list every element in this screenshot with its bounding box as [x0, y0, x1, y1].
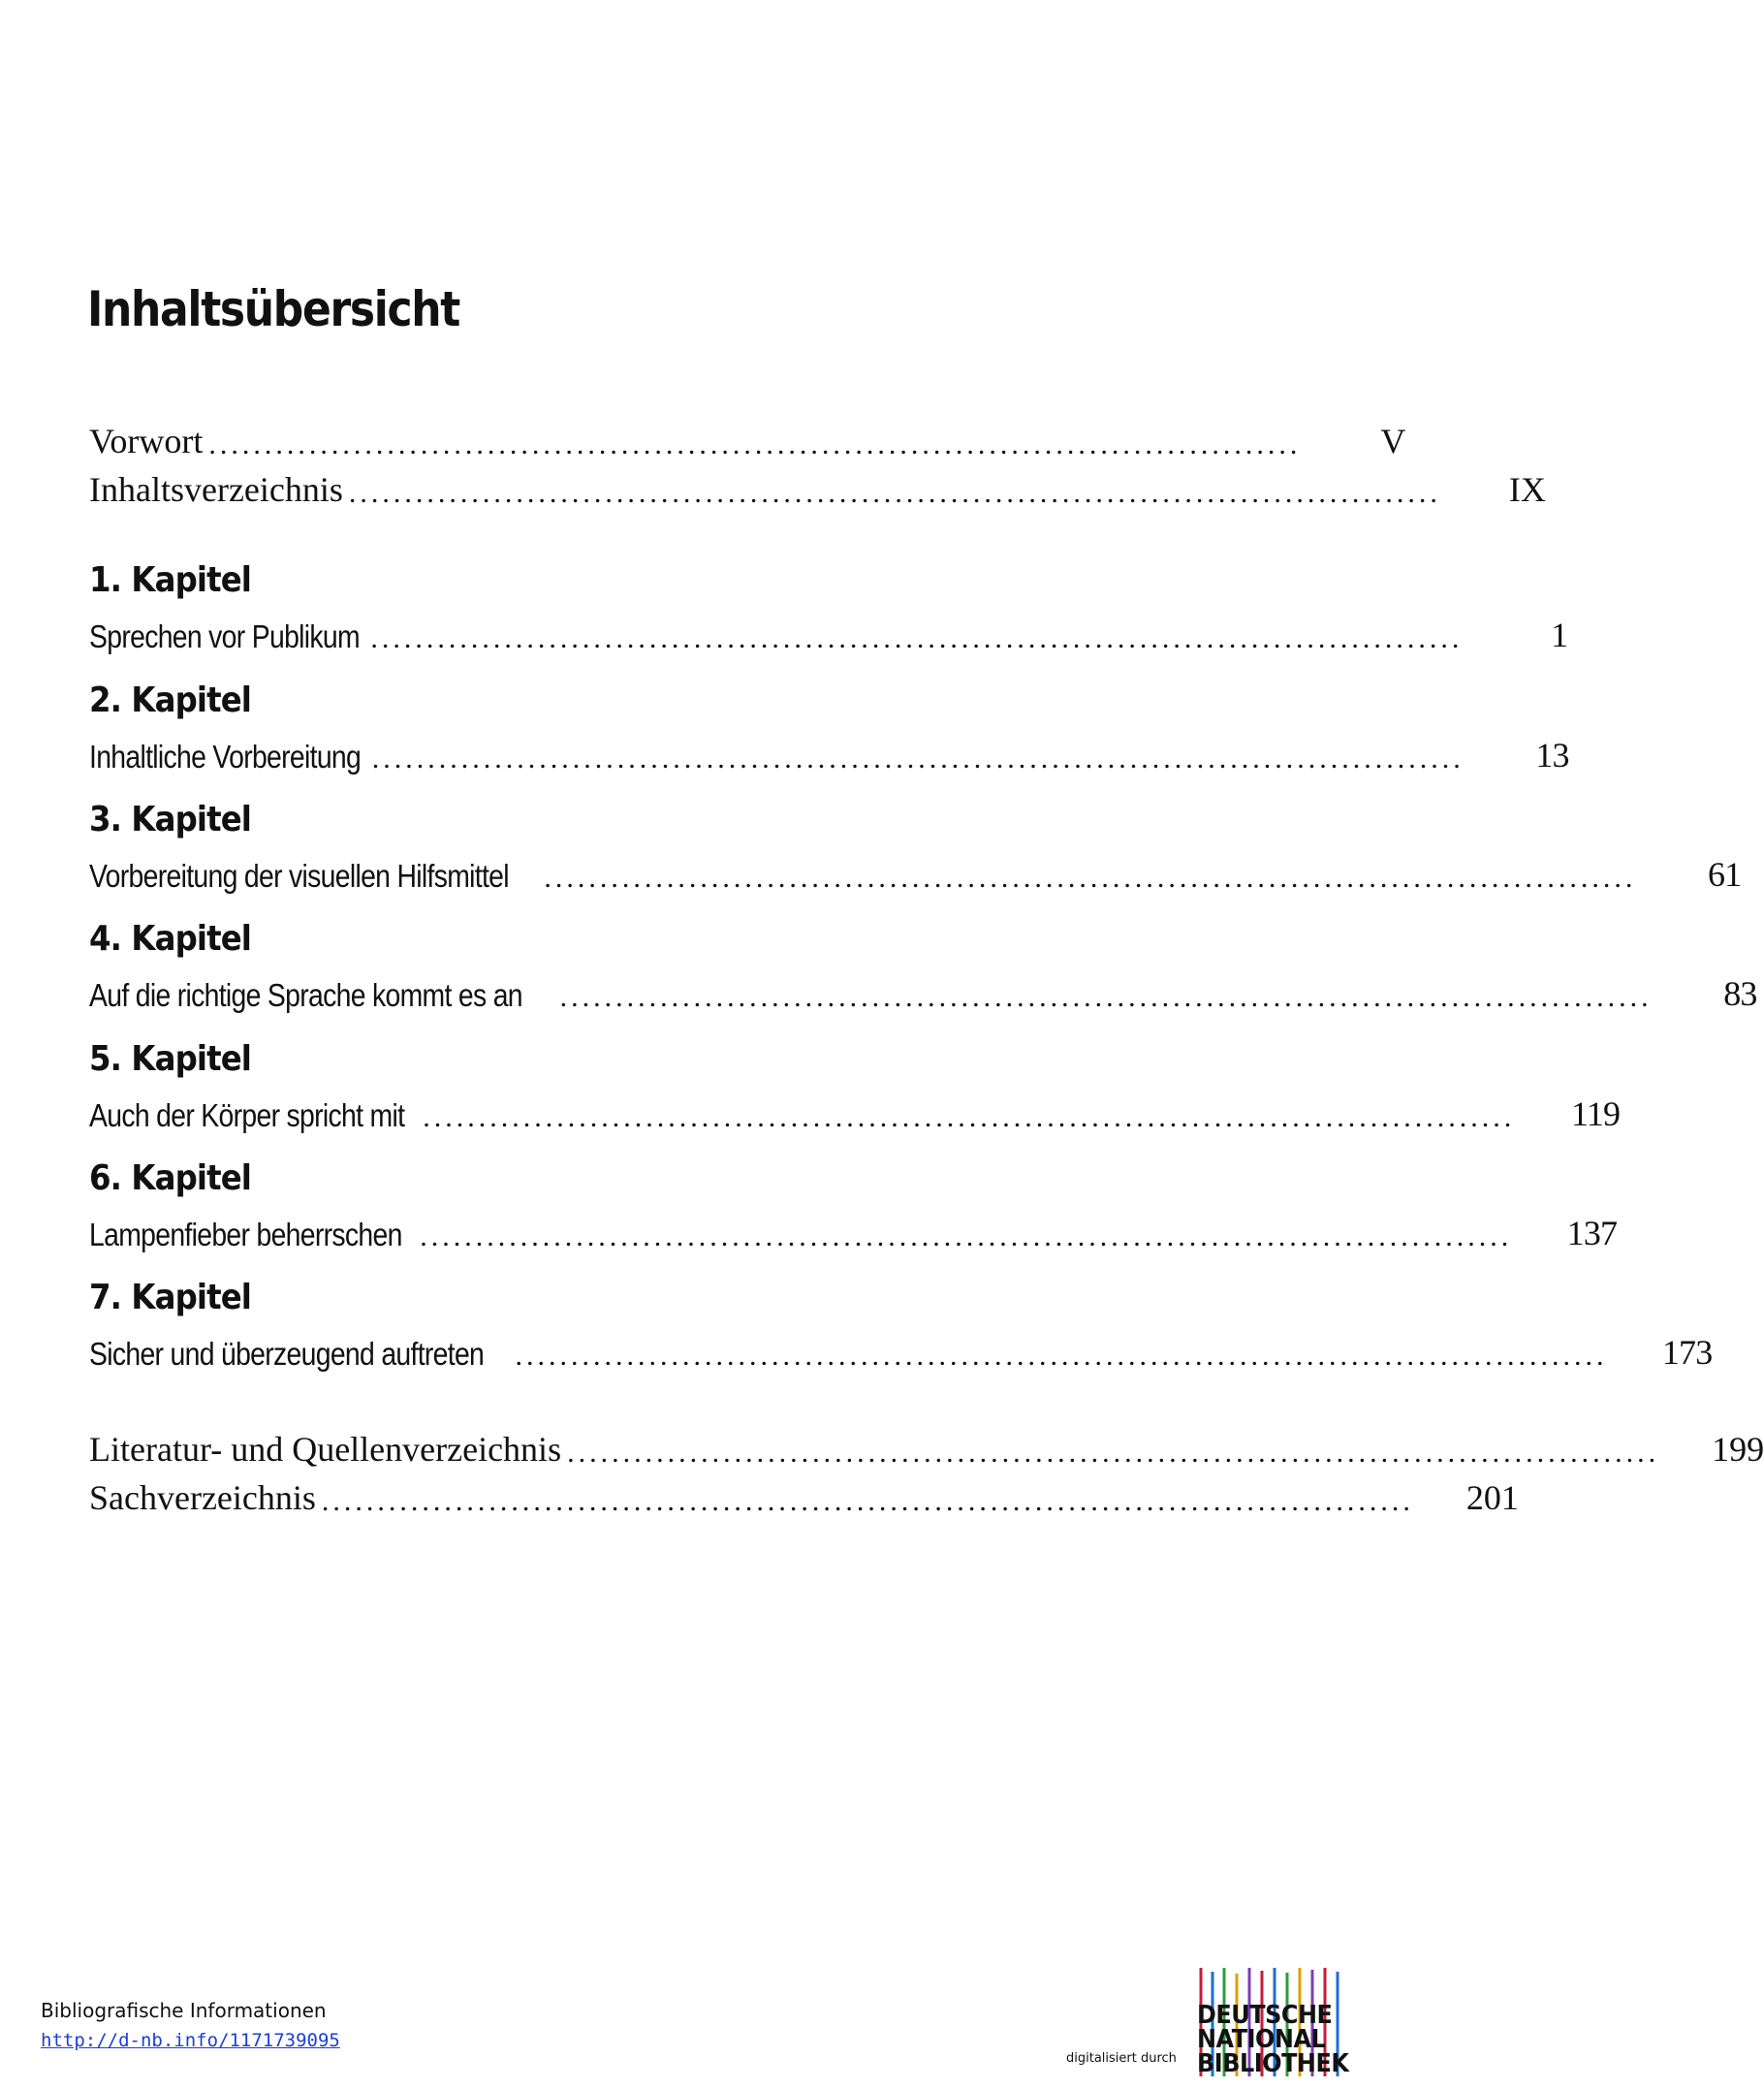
toc-entry-label: Sicher und überzeugend auftreten	[89, 1336, 485, 1372]
dot-leader: ..................................................................................................	[423, 1101, 1516, 1133]
toc-entry-page: 83	[1723, 974, 1757, 1013]
bibliographic-info	[41, 1999, 340, 2051]
toc-entry-chapter-2[interactable]	[89, 721, 1569, 775]
chapter-heading: 7. Kapitel	[89, 1278, 251, 1317]
toc-entry-label: Auf die richtige Sprache kommt es an	[89, 977, 522, 1013]
chapter-heading: 1. Kapitel	[89, 560, 251, 600]
toc-entry-label: Auch der Körper spricht mit	[89, 1097, 405, 1133]
chapter-heading: 3. Kapitel	[89, 800, 251, 839]
toc-entry-page: 173	[1661, 1333, 1713, 1372]
dot-leader: ..................................................................................................	[348, 477, 1441, 509]
digitized-by-label: digitalisiert durch	[1066, 2051, 1177, 2066]
toc-entry-chapter-7[interactable]	[89, 1318, 1713, 1373]
logo-line-2: NATIONAL	[1197, 2025, 1326, 2054]
toc-entry-page: 199	[1712, 1430, 1764, 1469]
logo-line-1: DEUTSCHE	[1197, 2001, 1333, 2030]
toc-entry-page: 201	[1465, 1478, 1519, 1517]
toc-entry-label: Lampenfieber beherrschen	[89, 1217, 402, 1252]
toc-entry-label: Sprechen vor Publikum	[89, 618, 360, 654]
toc-entry-page: 137	[1566, 1214, 1618, 1252]
dot-leader: ..................................................................................................	[321, 1485, 1414, 1517]
chapter-heading: 6. Kapitel	[89, 1158, 251, 1198]
dot-leader: ..................................................................................................	[567, 1437, 1660, 1469]
logo-line-3: BIBLIOTHEK	[1197, 2049, 1349, 2078]
toc-entry-page: V	[1380, 422, 1406, 460]
toc-entry-chapter-4[interactable]	[89, 960, 1757, 1014]
page-title: Inhaltsübersicht	[87, 281, 459, 337]
dot-leader: ..................................................................................................	[208, 428, 1302, 460]
toc-entry-page: 61	[1707, 855, 1742, 894]
dot-leader: ..................................................................................................	[370, 622, 1464, 654]
toc-entry-vorwort[interactable]	[89, 407, 1406, 461]
dot-leader: ..................................................................................................	[420, 1220, 1513, 1252]
dot-leader: ..................................................................................................	[515, 1340, 1608, 1372]
toc-entry-chapter-1[interactable]	[89, 601, 1568, 655]
chapter-heading: 5. Kapitel	[89, 1039, 251, 1079]
toc-entry-label: Inhaltliche Vorbereitung	[89, 739, 362, 775]
toc-entry-page: 119	[1570, 1094, 1621, 1133]
dot-leader: ..................................................................................................	[559, 981, 1653, 1013]
toc-entry-chapter-6[interactable]	[89, 1199, 1618, 1253]
toc-entry-page: IX	[1508, 470, 1546, 509]
toc-entry-label: Vorwort	[89, 422, 204, 460]
dot-leader: ..................................................................................................	[544, 862, 1637, 894]
toc-entry-label: Inhaltsverzeichnis	[89, 470, 343, 509]
toc-entry-chapter-5[interactable]	[89, 1080, 1621, 1134]
toc-entry-label: Vorbereitung der visuellen Hilfsmittel	[89, 858, 509, 894]
toc-entry-label: Sachverzeichnis	[89, 1478, 316, 1517]
toc-entry-page: 13	[1535, 736, 1569, 775]
toc-entry-label: Literatur- und Quellenverzeichnis	[89, 1430, 562, 1469]
toc-entry-literatur[interactable]	[89, 1415, 1764, 1470]
toc-entry-page: 1	[1551, 616, 1568, 654]
bib-link[interactable]: http://d-nb.info/1171739095	[41, 2030, 340, 2051]
toc-entry-inhaltsverzeichnis[interactable]	[89, 456, 1546, 510]
bib-label: Bibliografische Informationen	[41, 1999, 327, 2022]
chapter-heading: 2. Kapitel	[89, 681, 251, 720]
toc-entry-chapter-3[interactable]	[89, 840, 1742, 895]
dnb-logo	[1197, 1968, 1349, 2078]
dot-leader: ..................................................................................................	[371, 743, 1465, 775]
toc-entry-sachverzeichnis[interactable]	[89, 1464, 1519, 1518]
chapter-heading: 4. Kapitel	[89, 919, 251, 959]
